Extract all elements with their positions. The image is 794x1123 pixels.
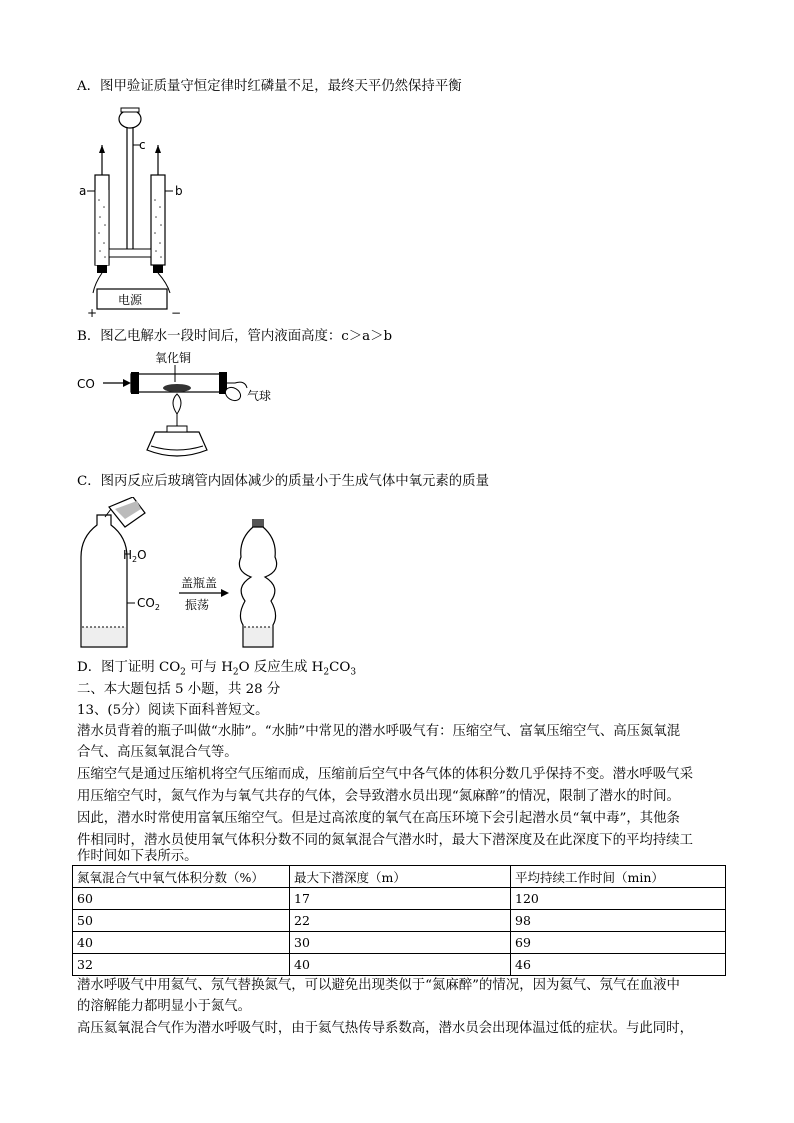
section-heading: 二、本大题包括 5 小题，共 28 分 (77, 682, 281, 697)
option-d: D．图丁证明 $CO_2$ 可与 $H_2O$ 反应生成 $H_2CO_3$ (77, 660, 357, 678)
h2o-label: $H_2O$ (123, 548, 147, 564)
label-b: b (175, 184, 183, 198)
label-a: a (79, 184, 87, 198)
paragraph-1-line-1: 潜水员背着的瓶子叫做“水肺”。“水肺”中常见的潜水呼吸气有：压缩空气、富氧压缩空气、高压氮氧混 (77, 724, 681, 739)
balloon-label: 气球 (247, 389, 272, 403)
paragraph-3-line-1: 潜水呼吸气中用氦气、氖气替换氮气，可以避免出现类似于“氮麻醉”的情况，因为氦气、氖气在血液中 (77, 978, 680, 993)
cuo-label: 氧化铜 (155, 351, 192, 365)
paragraph-2-line-4: 件相同时，潜水员使用氧气体积分数不同的氮氧混合气潜水时，最大下潜深度及在此深度下的平均持续工 (77, 833, 693, 848)
electrolysis-apparatus-figure (75, 105, 195, 320)
plus-sign: + (87, 306, 98, 320)
table-cell: 40 (73, 932, 290, 954)
co-label: CO (77, 377, 95, 391)
table-cell: 60 (73, 888, 290, 910)
label-c: c (139, 138, 146, 152)
paragraph-2-line-2: 用压缩空气时，氮气作为与氧气共存的气体，会导致潜水员出现“氮麻醉”的情况，限制了潜水的时间。 (77, 789, 680, 804)
table-header-row (73, 866, 726, 888)
table-cell: 40 (290, 954, 511, 976)
option-b: B．图乙电解水一段时间后，管内液面高度：c＞a＞b (77, 329, 393, 344)
table-row (73, 888, 726, 910)
paragraph-2-line-5: 作时间如下表所示。 (77, 849, 198, 864)
option-a: A．图甲验证质量守恒定律时红磷量不足，最终天平仍然保持平衡 (77, 79, 462, 94)
table-row (73, 932, 726, 954)
table-cell: 98 (511, 910, 726, 932)
shake-label: 振荡 (185, 598, 210, 612)
table-header: 最大下潜深度（m） (290, 866, 511, 888)
table-cell: 120 (511, 888, 726, 910)
table-cell: 50 (73, 910, 290, 932)
table-cell: 32 (73, 954, 290, 976)
cap-label: 盖瓶盖 (181, 576, 218, 590)
table-row (73, 910, 726, 932)
table-cell: 46 (511, 954, 726, 976)
diving-gas-table (72, 865, 726, 976)
paragraph-2-line-1: 压缩空气是通过压缩机将空气压缩而成，压缩前后空气中各气体的体积分数几乎保持不变。潜水呼吸气采 (77, 767, 693, 782)
table-cell: 69 (511, 932, 726, 954)
electrolysis-drawing (75, 105, 195, 320)
co2-bottle-figure (75, 497, 305, 655)
table-cell: 17 (290, 888, 511, 910)
table-header: 平均持续工作时间（min） (511, 866, 726, 888)
table-header: 氮氧混合气中氧气体积分数（%） (73, 866, 290, 888)
paragraph-1-line-2: 合气、高压氦氧混合气等。 (77, 745, 238, 760)
option-c: C．图丙反应后玻璃管内固体减少的质量小于生成气体中氧元素的质量 (77, 474, 489, 489)
co-reduction-drawing (75, 350, 295, 465)
paragraph-2-line-3: 因此，潜水时常使用富氧压缩空气。但是过高浓度的氧气在高压环境下会引起潜水员“氧中毒”，其他条 (77, 811, 680, 826)
co-reduction-figure (75, 350, 295, 465)
table-row (73, 954, 726, 976)
minus-sign: − (171, 306, 182, 320)
question-13: 13、(5分）阅读下面科普短文。 (77, 703, 269, 718)
paragraph-3-line-2: 的溶解能力都明显小于氮气。 (77, 999, 252, 1014)
co2-label: $CO_2$ (137, 596, 160, 612)
table-cell: 30 (290, 932, 511, 954)
table-cell: 22 (290, 910, 511, 932)
paragraph-4-line-1: 高压氦氧混合气作为潜水呼吸气时，由于氦气热传导系数高，潜水员会出现体温过低的症状。与此同时， (77, 1021, 693, 1036)
power-label: 电源 (118, 293, 143, 307)
co2-bottle-drawing (75, 497, 305, 655)
